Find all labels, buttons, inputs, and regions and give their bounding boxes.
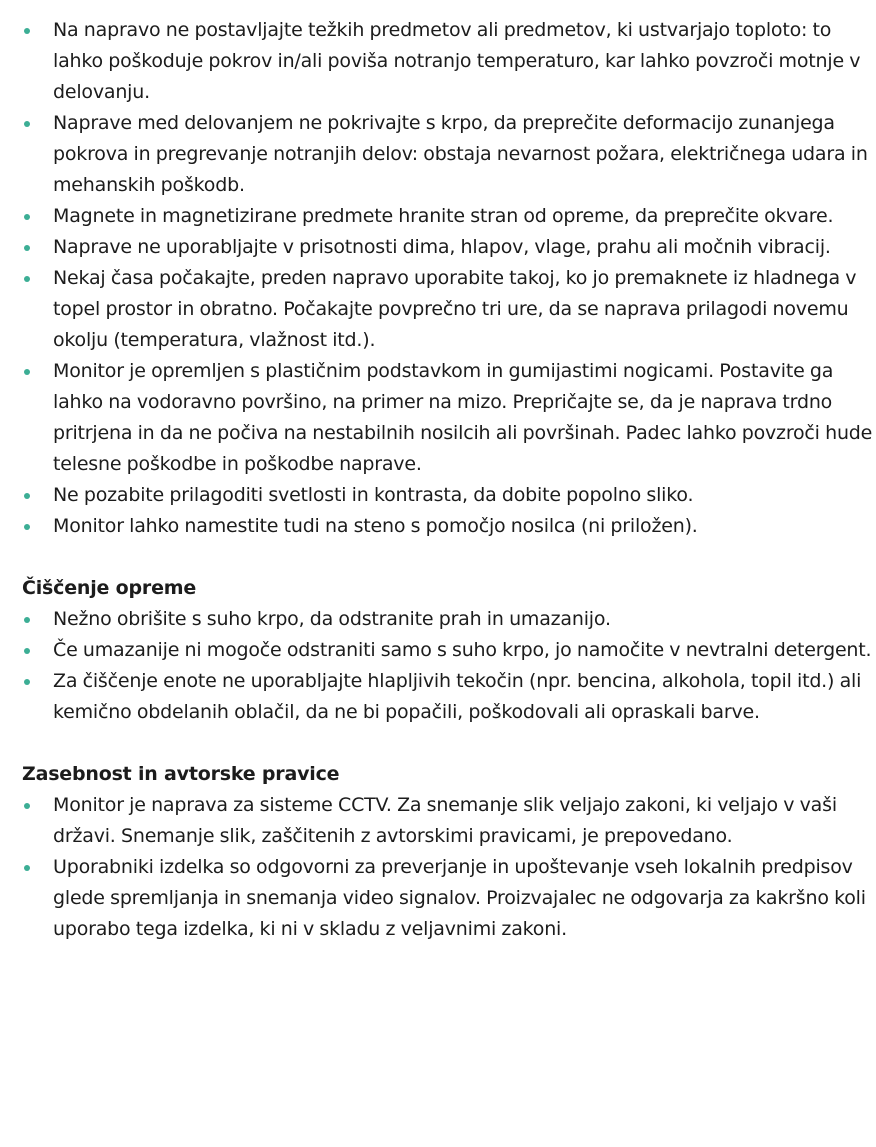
bullet-icon — [24, 617, 30, 623]
list-item-text: Nežno obrišite s suho krpo, da odstranite prah in umazanijo. — [53, 608, 611, 630]
list-item-text: Za čiščenje enote ne uporabljajte hlapljivih tekočin (npr. bencina, alkohola, topil itd.) ali kemično obdelanih oblačil, da ne bi popačili, poškodovali ali opraskali barve. — [53, 670, 862, 723]
privacy-list — [22, 790, 876, 945]
list-item — [22, 232, 876, 263]
list-item — [22, 201, 876, 232]
bullet-icon — [24, 493, 30, 499]
list-item-text: Monitor je opremljen s plastičnim podstavkom in gumijastimi nogicami. Postavite ga lahko na vodoravno površino, na primer na mizo. Prepričajte se, da je naprava trdno pritrjena in da ne počiva na nestabilnih nosilcih ali površinah. Padec lahko povzroči hude telesne poškodbe in poškodbe naprave. — [53, 360, 873, 475]
list-item-text: Na napravo ne postavljajte težkih predmetov ali predmetov, ki ustvarjajo toploto: to lahko poškoduje pokrov in/ali poviša notranjo temperaturo, kar lahko povzroči motnje v delovanju. — [53, 19, 861, 103]
privacy-heading: Zasebnost in avtorske pravice — [22, 763, 340, 785]
section-spacer — [22, 728, 876, 759]
bullet-icon — [24, 214, 30, 220]
safety-list — [22, 15, 876, 542]
cleaning-list — [22, 604, 876, 728]
bullet-icon — [24, 803, 30, 809]
list-item-text: Magnete in magnetizirane predmete hranite stran od opreme, da preprečite okvare. — [53, 205, 834, 227]
bullet-icon — [24, 679, 30, 685]
list-item — [22, 852, 876, 945]
list-item — [22, 108, 876, 201]
list-item-text: Naprave ne uporabljajte v prisotnosti dima, hlapov, vlage, prahu ali močnih vibracij. — [53, 236, 831, 258]
list-item-text: Nekaj časa počakajte, preden napravo uporabite takoj, ko jo premaknete iz hladnega v topel prostor in obratno. Počakajte povprečno tri ure, da se naprava prilagodi novemu okolju (temperatura, vlažnost itd.). — [53, 267, 857, 351]
list-item-text: Monitor je naprava za sisteme CCTV. Za snemanje slik veljajo zakoni, ki veljajo v vaši državi. Snemanje slik, zaščitenih z avtorskimi pravicami, je prepovedano. — [53, 794, 837, 847]
bullet-icon — [24, 524, 30, 530]
bullet-icon — [24, 865, 30, 871]
list-item — [22, 666, 876, 728]
list-item-text: Monitor lahko namestite tudi na steno s pomočjo nosilca (ni priložen). — [53, 515, 698, 537]
list-item-text: Če umazanije ni mogoče odstraniti samo s suho krpo, jo namočite v nevtralni detergent. — [53, 639, 872, 661]
list-item-text: Ne pozabite prilagoditi svetlosti in kontrasta, da dobite popolno sliko. — [53, 484, 694, 506]
list-item — [22, 635, 876, 666]
list-item — [22, 15, 876, 108]
list-item — [22, 604, 876, 635]
bullet-icon — [24, 245, 30, 251]
list-item — [22, 480, 876, 511]
list-item — [22, 511, 876, 542]
bullet-icon — [24, 28, 30, 34]
list-item — [22, 790, 876, 852]
list-item — [22, 356, 876, 480]
bullet-icon — [24, 648, 30, 654]
list-item-text: Naprave med delovanjem ne pokrivajte s krpo, da preprečite deformacijo zunanjega pokrova in pregrevanje notranjih delov: obstaja nevarnost požara, električnega udara in mehanskih poškodb. — [53, 112, 868, 196]
bullet-icon — [24, 121, 30, 127]
bullet-icon — [24, 276, 30, 282]
bullet-icon — [24, 369, 30, 375]
cleaning-heading: Čiščenje opreme — [22, 577, 197, 599]
list-item-text: Uporabniki izdelka so odgovorni za preverjanje in upoštevanje vseh lokalnih predpisov glede spremljanja in snemanja video signalov. Proizvajalec ne odgovarja za kakršno koli uporabo tega izdelka, ki ni v skladu z veljavnimi zakoni. — [53, 856, 866, 940]
list-item — [22, 263, 876, 356]
section-spacer — [22, 542, 876, 573]
